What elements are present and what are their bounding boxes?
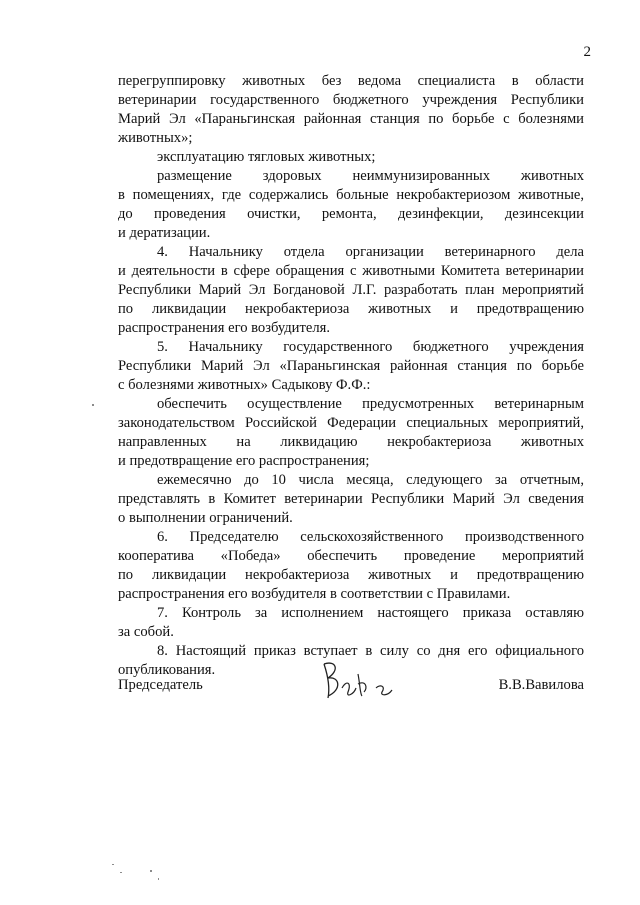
paragraph-line: 6. Председателю сельскохозяйственного производственного <box>157 529 584 545</box>
paragraph-line: Марий Эл «Параньгинская районная станция по борьбе с болезнями <box>118 111 584 127</box>
paragraph-line: представлять в Комитет ветеринарии Республики Марий Эл сведения <box>118 491 584 507</box>
paragraph-line: и деятельности в сфере обращения с животными Комитета ветеринарии <box>118 263 584 279</box>
page-number: 2 <box>583 44 591 60</box>
paragraph-line: Республики Марий Эл Богдановой Л.Г. разработать план мероприятий <box>118 282 584 298</box>
signatory-name: В.В.Вавилова <box>498 677 584 693</box>
paragraph-line: перегруппировку животных без ведома специалиста в области <box>118 73 584 89</box>
paragraph-line: и предотвращение его распространения; <box>118 453 370 469</box>
paragraph-line: распространения его возбудителя в соответствии с Правилами. <box>118 586 511 602</box>
paragraph-line: размещение здоровых неиммунизированных животных <box>157 168 584 184</box>
paragraph-line: направленных на ликвидацию некробактериоза животных <box>118 434 584 450</box>
document-body <box>118 72 584 680</box>
paragraph-line: 4. Начальнику отдела организации ветеринарного дела <box>157 244 584 260</box>
paragraph-line: в помещениях, где содержались больные некробактериозом животные, <box>118 187 584 203</box>
paragraph-line: Республики Марий Эл «Параньгинская районная станция по борьбе <box>118 358 584 374</box>
paragraph-line: с болезнями животных» Садыкову Ф.Ф.: <box>118 377 371 393</box>
paragraph-line: за собой. <box>118 624 174 640</box>
paragraph-line: по ликвидации некробактериоза животных и предотвращению <box>118 567 584 583</box>
paragraph-line: ежемесячно до 10 числа месяца, следующего за отчетным, <box>157 472 584 488</box>
paragraph-line: по ликвидации некробактериоза животных и предотвращению <box>118 301 584 317</box>
scan-speck <box>150 870 152 872</box>
scan-speck <box>112 864 114 865</box>
paragraph-line: распространения его возбудителя. <box>118 320 330 336</box>
paragraph-line: 7. Контроль за исполнением настоящего приказа оставляю <box>157 605 584 621</box>
paragraph-line: ветеринарии государственного бюджетного учреждения Республики <box>118 92 584 108</box>
paragraph-line: 8. Настоящий приказ вступает в силу со дня его официального <box>157 643 584 659</box>
scan-speck <box>120 872 122 873</box>
signatory-position: Председатель <box>118 677 203 693</box>
paragraph-line: кооператива «Победа» обеспечить проведение мероприятий <box>118 548 584 564</box>
paragraph-line: опубликования. <box>118 662 216 678</box>
paragraph-line: законодательством Российской Федерации специальных мероприятий, <box>118 415 584 431</box>
paragraph-line: о выполнении ограничений. <box>118 510 293 526</box>
scan-speck <box>92 404 94 406</box>
paragraph-line: животных»; <box>118 130 193 146</box>
paragraph-line: обеспечить осуществление предусмотренных ветеринарным <box>157 396 584 412</box>
paragraph-line: 5. Начальнику государственного бюджетного учреждения <box>157 339 584 355</box>
paragraph-line: до проведения очистки, ремонта, дезинфекции, дезинсекции <box>118 206 584 222</box>
scan-speck <box>158 878 159 880</box>
paragraph-line: и дератизации. <box>118 225 211 241</box>
paragraph-line: эксплуатацию тягловых животных; <box>157 149 376 165</box>
signature-block <box>118 676 584 695</box>
